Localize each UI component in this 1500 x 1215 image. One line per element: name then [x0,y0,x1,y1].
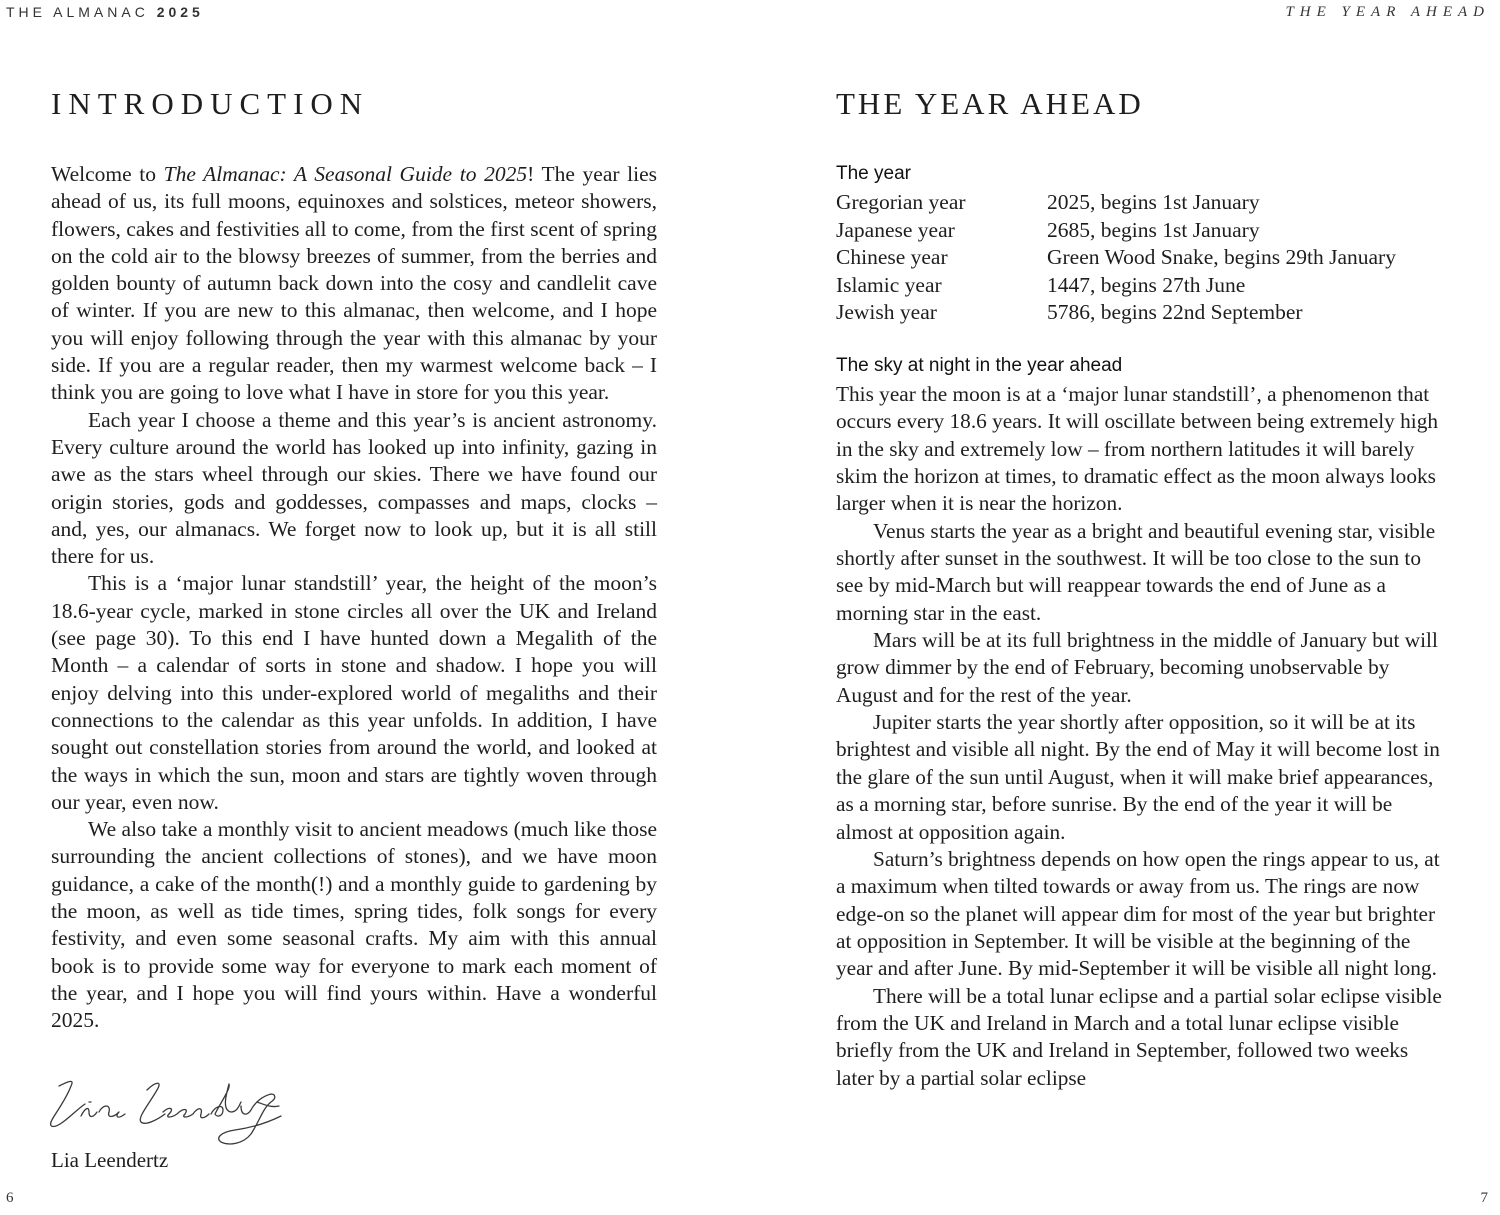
sky-paragraph-saturn: Saturn’s brightness depends on how open the rings appear to us, at a maximum when tilted towards or away from us. The rings are now edge-on so the planet will appear dim for most of the year but brighter at opposition in September. It will be visible at the beginning of the year and after June. By mid-September it will be visible all night long. [836,846,1440,981]
page-title-introduction: INTRODUCTION [51,86,370,121]
year-value: 2025, begins 1st January [1047,190,1260,214]
sky-paragraph-jupiter: Jupiter starts the year shortly after opposition, so it will be at its brightest and visible all night. By the end of May it will become lost in the glare of the sun until August, when it will make brief appearances, as a morning star, before sunrise. By the end of the year it will be almost at opposition again. [836,710,1440,844]
introduction-body [51,161,657,1035]
year-table [836,189,1396,327]
running-head-right: THE YEAR AHEAD [1285,4,1490,20]
intro-paragraph-4: We also take a monthly visit to ancient meadows (much like those surrounding the ancient collections of stones), and we have moon guidance, a cake of the month(!) and a monthly guide to gardening by the moon, as well as tide times, spring tides, folk songs for every festivity, and even some seasonal crafts. My aim with this annual book is to provide some way for everyone to mark each moment of the year, and I hope you will find yours within. Have a wonderful 2025. [51,817,657,1033]
year-label: Gregorian year [836,190,966,214]
running-head-book-title: THE ALMANAC [6,4,149,20]
running-head-year: 2025 [156,4,204,20]
page-number-left: 6 [6,1190,14,1206]
table-row [836,299,1396,327]
sky-paragraph-venus: Venus starts the year as a bright and beautiful evening star, visible shortly after sunset in the southwest. It will be too close to the sun to see by mid-March but will reappear towards the end of June as a morning star in the east. [836,518,1436,625]
year-label: Jewish year [836,300,937,324]
table-row [836,244,1396,272]
year-value: 5786, begins 22nd September [1047,300,1303,324]
year-label: Islamic year [836,272,942,297]
page-number-right: 7 [1480,1190,1488,1206]
intro-paragraph-1: Welcome to The Almanac: A Seasonal Guide to 2025! The year lies ahead of us, its full moons, equinoxes and solstices, meteor showers, flowers, cakes and festivities all to come, from the first scent of spring on the cold air to the blowsy breezes of summer, from the berries and golden bounty of autumn back down into the cosy and candlelit cave of winter. If you are new to this almanac, then welcome, and I hope you will enjoy following through the year with this almanac by your side. If you are a regular reader, then my warmest welcome back – I think you are going to love what I have in store for you this year. [51,162,657,405]
section-heading-sky-at-night: The sky at night in the year ahead [836,355,1123,376]
year-value: 2685, begins 1st January [1047,217,1260,242]
handwritten-signature [45,1072,285,1152]
year-label: Chinese year [836,245,948,269]
year-label: Japanese year [836,217,955,242]
year-value: 1447, begins 27th June [1047,272,1246,297]
sky-paragraph-eclipses: There will be a total lunar eclipse and a partial solar eclipse visible from the UK and Ireland in March and a total lunar eclipse visible briefly from the UK and Ireland in September, followed two weeks later by a partial solar eclipse [836,983,1442,1090]
sky-paragraph-moon: This year the moon is at a ‘major lunar standstill’, a phenomenon that occurs every 18.6 years. It will oscillate between being extremely high in the sky and extremely low – from northern latitudes it will barely skim the horizon at times, to dramatic effect as the moon always looks larger when it is near the horizon. [836,382,1439,516]
sky-paragraph-mars: Mars will be at its full brightness in the middle of January but will grow dimmer by the end of February, becoming unobservable by August and for the rest of the year. [836,628,1438,707]
intro-paragraph-2: Each year I choose a theme and this year’s is ancient astronomy. Every culture around the world has looked up into infinity, gazing in awe as the stars wheel through our skies. There we have found our origin stories, gods and goddesses, compasses and maps, clocks – and, yes, our almanacs. We forget now to look up, but it is all still there for us. [51,407,657,569]
author-name: Lia Leendertz [51,1148,169,1172]
running-head-left [6,4,204,20]
table-row [836,217,1396,245]
intro-paragraph-3: This is a ‘major lunar standstill’ year, the height of the moon’s 18.6-year cycle, marked in stone circles all over the UK and Ireland (see page 30). To this end I have hunted down a Megalith of the Month – a calendar of sorts in stone and shadow. I hope you will enjoy delving into this under-explored world of megaliths and their connections to the calendar as this year unfolds. In addition, I have sought out constellation stories from around the world, and looked at the ways in which the sun, moon and stars are tightly woven through our year, even now. [51,571,657,814]
table-row [836,189,1396,217]
table-row [836,272,1396,300]
section-heading-the-year: The year [836,163,911,184]
page-title-year-ahead: THE YEAR AHEAD [836,86,1144,121]
year-value: Green Wood Snake, begins 29th January [1047,245,1396,269]
book-title: The Almanac: A Seasonal Guide to 2025 [163,162,528,186]
sky-at-night-body [836,381,1446,1092]
